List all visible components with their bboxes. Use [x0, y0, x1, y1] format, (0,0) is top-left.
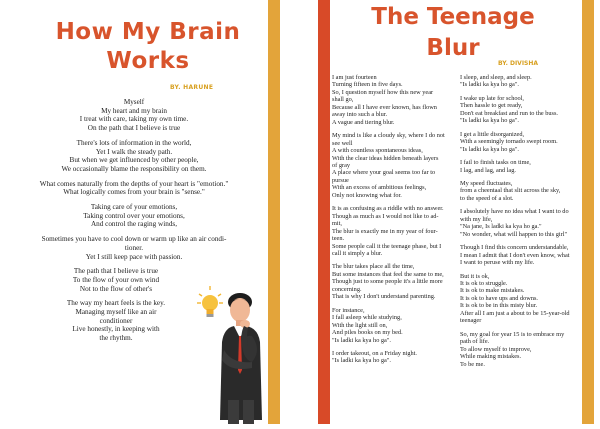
poem-line: Yet I walk the steady path. [95, 147, 173, 156]
poem-line: "No wonder, what will happen to this girl" [460, 230, 568, 238]
stanza [460, 244, 584, 266]
poem-line: Only not knowing what for. [332, 191, 402, 199]
poem-line: It is ok to have ups and downs. [460, 294, 539, 302]
poem-line: Some people call it the teenage phase, but I [332, 242, 442, 250]
poem-line: Then hassle to get ready, [460, 102, 523, 110]
poem-line: It is ok to struggle. [460, 279, 508, 287]
poem-line: What comes naturally from the depths of your heart is "emotion." [39, 179, 229, 188]
poem-line: to the speed of a slot. [460, 194, 514, 202]
poem-line: I want to peruse with my life. [460, 259, 535, 267]
poem-line: shall go, [332, 96, 354, 104]
poem-line: There's lots of information in the world, [76, 138, 192, 147]
poem-line: With a seemingly tornado swept room. [460, 138, 558, 146]
poem-line: Though just to some people it's a little more [332, 278, 443, 286]
title-line: The Teenage [371, 4, 535, 30]
poem-line: "Na jane, Is ladki ka kya ho ga." [460, 223, 542, 231]
poem-line: I fall asleep while studying, [332, 314, 402, 322]
poem-line: Taking control over your emotions, [83, 211, 185, 220]
poem-line: On the path that I believe is true [87, 124, 181, 133]
stanza [332, 205, 456, 257]
poem-line: "Is ladki ka kya ho ga". [332, 357, 391, 365]
poem-line: teen. [332, 235, 345, 243]
poem-line: After all I am just a about to be 15-year-old [460, 309, 570, 317]
poem-line: Not to the flow of other's [79, 284, 153, 293]
poem-line: I lag, and lag, and lag. [460, 166, 516, 174]
poem-line: With an excess of ambitious feelings, [332, 184, 427, 192]
stanza [460, 331, 584, 368]
stanza [0, 98, 268, 133]
stanza [332, 263, 456, 300]
page-gutter [280, 0, 318, 424]
poem-line: The path that I believe is true [73, 267, 159, 276]
poem-line: Myself [123, 98, 145, 106]
poem-line: What logically comes from your brain is "sense." [63, 188, 205, 197]
poem-line: see well [332, 139, 353, 147]
stanza [460, 159, 584, 174]
stanza [460, 131, 584, 153]
poem-line: A with countless spontaneous ideas, [332, 147, 423, 155]
stanza [460, 180, 584, 202]
poem-line: And piles books on my bed. [332, 329, 403, 337]
poem-line: My heart and my brain [101, 106, 167, 115]
stanza [332, 132, 456, 199]
poem-line: A vague and tiering blur. [332, 118, 395, 126]
poem-line: To the flow of your own wind [72, 275, 160, 284]
poem-line: To allow myself to improve, [460, 345, 532, 353]
stanza [460, 208, 584, 238]
stanza [0, 203, 268, 229]
poem-line: But some instances that feel the same to me, [332, 270, 444, 278]
poem-line: the rhythm. [99, 334, 133, 343]
stanza [0, 180, 268, 197]
poem-line: Live honestly, in keeping with [72, 325, 160, 334]
left-page-edge-strip [268, 0, 280, 424]
poem-line: My speed fluctuates, [460, 179, 513, 187]
poem-line: A place where your goal seems too far to [332, 169, 436, 177]
poem-line: The blur takes place all the time, [332, 263, 415, 271]
right-page-left-strip [318, 0, 330, 424]
stanza [332, 350, 456, 365]
poem-line: path of life. [460, 338, 490, 346]
poem-line: With the clear ideas hidden beneath layers [332, 154, 439, 162]
poem-line: of gray [332, 161, 351, 169]
poem-line: Don't eat breakfast and run to the buss. [460, 109, 559, 117]
poem-line: from a cheentaal that slit across the sky, [460, 187, 561, 195]
poem-line: For instance, [332, 306, 365, 314]
poem-line: It is ok to make mistakes. [460, 287, 525, 295]
poem-line: So, my goal for year 15 is to embrace my [460, 330, 565, 338]
stanza [460, 273, 584, 325]
stanza [460, 95, 584, 125]
poem-line: So, I question myself how this new year [332, 88, 434, 96]
poem-line: "Is ladki ka kya ho ga". [332, 336, 391, 344]
poem-line: I mean I admit that I don't even know, what [460, 251, 570, 259]
stanza [0, 235, 268, 261]
poem-line: mit, [332, 220, 342, 228]
title-line: Works [106, 48, 190, 74]
stanza [0, 139, 268, 174]
poem-line: Yet I still keep pace with passion. [85, 252, 183, 261]
poem-line: concerning. [332, 285, 362, 293]
poem-line: The blur is exactly me in my year of four- [332, 227, 438, 235]
poem-line: with my life, [460, 215, 493, 223]
poem-line: But it is ok, [460, 272, 490, 280]
poem-line: "Is ladki ka kya ho ga". [460, 145, 519, 153]
poem-line: I treat with care, taking my own time. [79, 115, 189, 124]
poem-column-left [332, 74, 456, 371]
poem-line: teenager [460, 317, 482, 325]
poem-line: Sometimes you have to cool down or warm up like an air condi- [41, 235, 227, 244]
poem-line: Turning fifteen in five days. [332, 81, 403, 89]
poem-line: I am just fourteen [332, 74, 377, 81]
poem-line: Though I find this concern understandable, [460, 244, 569, 252]
poem-line: Though as much as I would not like to ad- [332, 212, 439, 220]
poem-line: While making mistakes. [460, 353, 522, 361]
stanza [332, 307, 456, 344]
author-right: BY. DIVISHA [498, 60, 539, 67]
poem-line: It is ok to be in this misty blur. [460, 302, 538, 310]
poem-line: Managing myself like an air [75, 308, 157, 317]
poem-line: I get a little disorganized, [460, 130, 525, 138]
poem-line: The way my heart feels is the key. [66, 299, 166, 308]
poem-line: I order takeout, on a Friday night. [332, 349, 417, 357]
poem-line: away into such a blur. [332, 111, 388, 119]
poem-line: "Is ladki ka kya ho ga". [460, 117, 519, 125]
poem-line: We occasionally blame the responsibility on them. [61, 164, 207, 173]
man-thinking-with-lightbulb-icon [186, 284, 268, 424]
poem-line: But when we get influenced by other people, [69, 156, 199, 165]
poem-line: I fail to finish tasks on time, [460, 159, 531, 167]
poem-title-right [360, 2, 546, 64]
poem-line: That is why I don't understand parenting. [332, 293, 436, 301]
poem-column-right [460, 74, 584, 374]
poem-line: I wake up late for school, [460, 94, 524, 102]
title-line: Blur [426, 35, 480, 61]
poem-line: It is as confusing as a riddle with no answer. [332, 205, 444, 213]
poem-title-left [48, 18, 248, 76]
poem-line: call it simply a blur. [332, 249, 383, 257]
poem-line: "Is ladki ka kya ho ga". [460, 81, 519, 89]
stanza [460, 74, 584, 89]
poem-line: I absolutely have no idea what I want to do [460, 208, 569, 216]
stanza [332, 74, 456, 126]
poem-line: Taking care of your emotions, [90, 203, 178, 212]
poem-line: Because all I have ever known, has flown [332, 103, 437, 111]
title-line: How My Brain [55, 19, 241, 45]
poem-line: And control the raging winds, [90, 220, 178, 229]
poem-line: To be me. [460, 360, 485, 368]
author-left: BY. HARUNE [170, 84, 214, 91]
poem-line: My mind is like a cloudy sky, where I do not [332, 132, 445, 140]
poem-line: conditioner [99, 316, 133, 325]
poem-line: tioner. [124, 243, 144, 252]
poem-line: I sleep, and sleep, and sleep. [460, 74, 532, 81]
poem-line: pursue [332, 176, 349, 184]
poem-line: With the light still on, [332, 321, 388, 329]
